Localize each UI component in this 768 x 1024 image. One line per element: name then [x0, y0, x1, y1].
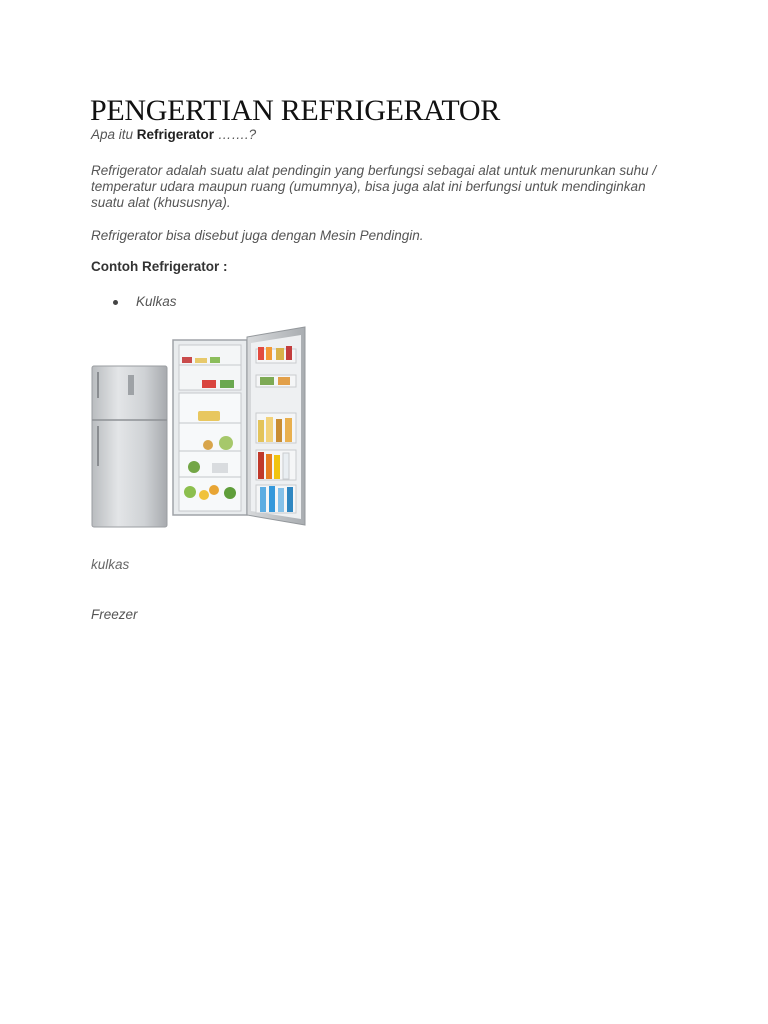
list-item: Kulkas — [136, 294, 177, 309]
question-suffix: …….? — [214, 127, 257, 142]
freezer-line: Freezer — [91, 607, 138, 622]
refrigerator-image — [90, 325, 310, 540]
bullet-icon — [113, 300, 118, 305]
definition-paragraph: Refrigerator adalah suatu alat pendingin yang berfungsi sebagai alat untuk menurunkan suhu / temperatur udara maupun ruang (umumnya), bisa juga alat ini berfungsi untuk mendinginkan suatu alat (khususnya). — [91, 163, 657, 210]
question-bold: Refrigerator — [136, 127, 215, 142]
alias-paragraph: Refrigerator bisa disebut juga dengan Mesin Pendingin. — [91, 228, 424, 243]
examples-heading: Contoh Refrigerator : — [91, 259, 228, 274]
question-line — [91, 127, 256, 143]
image-caption: kulkas — [91, 557, 130, 572]
question-prefix: Apa itu — [91, 127, 137, 142]
page-title: PENGERTIAN REFRIGERATOR — [90, 94, 500, 127]
